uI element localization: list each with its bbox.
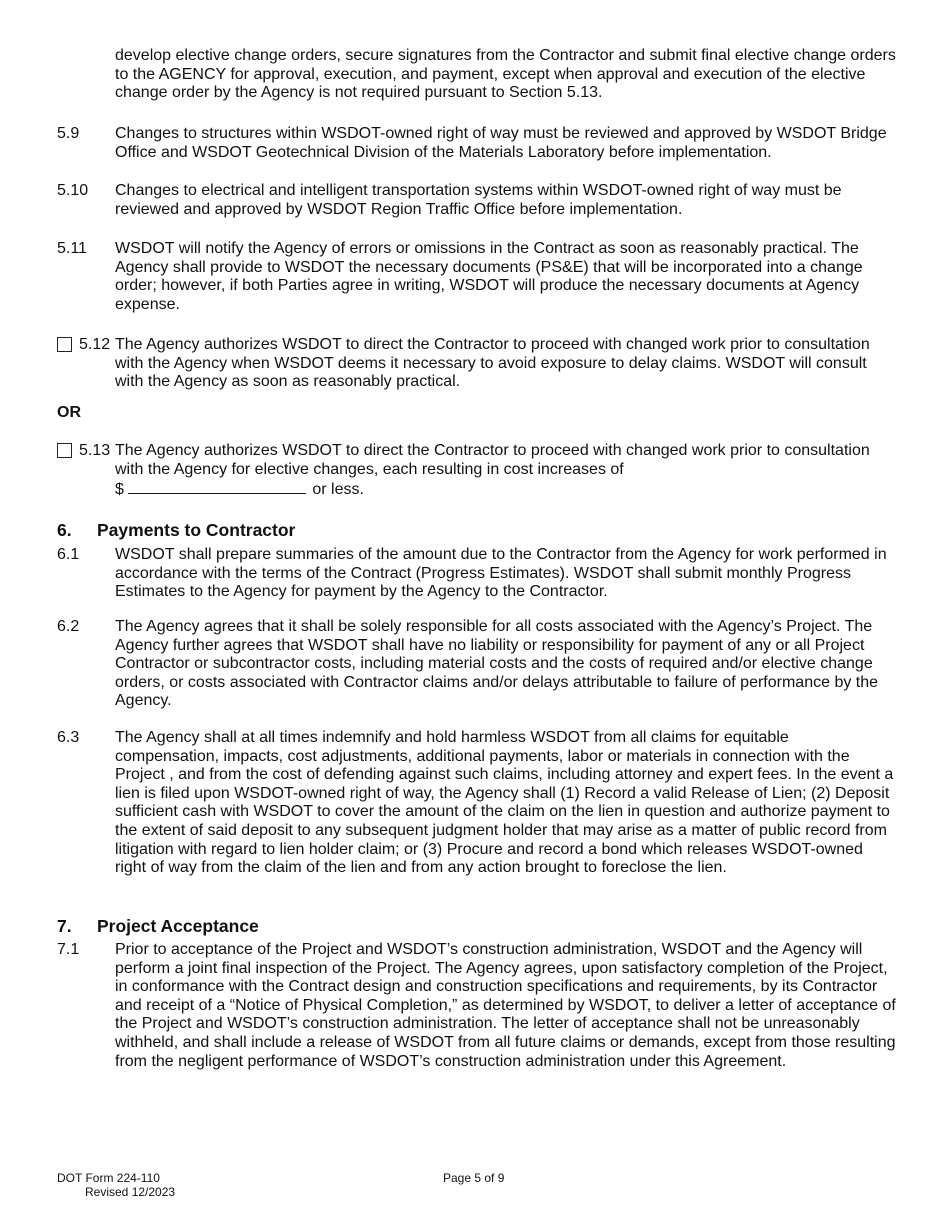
heading-title: Project Acceptance <box>97 916 259 936</box>
amount-suffix: or less. <box>312 481 364 499</box>
paragraph-text: WSDOT shall prepare summaries of the amount due to the Contractor from the Agency for work performed in accordance with the terms of the Contract (Progress Estimates). WSDOT shall submit monthly Progress Estimates to the Agency for payment by the Agency to the Contractor. <box>115 546 887 601</box>
dollar-sign: $ <box>115 481 124 499</box>
section-number: 5.10 <box>57 182 89 199</box>
paragraph-text: develop elective change orders, secure signatures from the Contractor and submit final elective change orders to the AGENCY for approval, execution, and payment, except when approval and execution of the elective change order by the Agency is not required pursuant to Section 5.13. <box>115 47 896 102</box>
paragraph-text: Changes to electrical and intelligent transportation systems within WSDOT-owned right of way must be reviewed and approved by WSDOT Region Traffic Office before implementation. <box>115 182 842 218</box>
paragraph-text: The Agency authorizes WSDOT to direct the Contractor to proceed with changed work prior to consultation with the Agency for elective changes, each resulting in cost increases of <box>115 442 870 478</box>
paragraph-5-9 <box>57 125 897 162</box>
paragraph-5-10 <box>57 182 897 219</box>
paragraph-text: The Agency agrees that it shall be solely responsible for all costs associated with the Agency’s Project. The Agency further agrees that WSDOT shall have no liability or responsibility for payment of any or all Project Contractor or subcontractor costs, including material costs and the costs of required and/or elective change orders, or costs associated with Contractor claims and/or delays attributable to failure of performance by the Agency. <box>115 618 879 710</box>
section-number: 6.2 <box>57 618 80 635</box>
section-7-heading <box>57 917 259 936</box>
heading-number: 7. <box>57 916 72 936</box>
or-label: OR <box>57 404 81 421</box>
paragraph-text: The Agency shall at all times indemnify and hold harmless WSDOT from all claims for equitable compensation, impacts, cost adjustments, additional payments, labor or materials in connection with the Project , and from the cost of defending against such claims, including attorney and expert fees. In the event a lien is filed upon WSDOT-owned right of way, the Agency shall (1) Record a valid Release of Lien; (2) Deposit sufficient cash with WSDOT to cover the amount of the claim on the lien in question and authorize payment to the extent of said deposit to any subsequent judgment holder that may arise as a matter of public record from litigation with regard to lien holder claim; or (3) Procure and record a bond which releases WSDOT-owned right of way from the claim of the lien and from any action brought to foreclose the lien. <box>115 729 894 877</box>
paragraph-5-12 <box>57 336 897 392</box>
paragraph-text: WSDOT will notify the Agency of errors or omissions in the Contract as soon as reasonably practical. The Agency shall provide to WSDOT the necessary documents (PS&E) that will be incorporated into a change order; however, if both Parties agree in writing, WSDOT will produce the necessary documents at Agency expense. <box>115 240 863 313</box>
heading-number: 6. <box>57 520 72 540</box>
option-5-13-checkbox[interactable] <box>57 443 72 458</box>
paragraph-text: The Agency authorizes WSDOT to direct the Contractor to proceed with changed work prior to consultation with the Agency when WSDOT deems it necessary to avoid exposure to delay claims. WSDOT will consult with the Agency as soon as reasonably practical. <box>115 336 870 391</box>
page-number: Page 5 of 9 <box>443 1171 505 1185</box>
section-6-heading <box>57 521 295 540</box>
paragraph-7-1 <box>57 941 897 1071</box>
paragraph-6-3 <box>57 729 897 878</box>
heading-title: Payments to Contractor <box>97 520 296 540</box>
section-number: 5.13 <box>79 442 111 459</box>
section-number: 5.11 <box>57 240 87 257</box>
section-number: 6.1 <box>57 546 80 563</box>
section-number: 7.1 <box>57 941 80 958</box>
section-number: 6.3 <box>57 729 80 746</box>
paragraph-text: Prior to acceptance of the Project and WSDOT’s construction administration, WSDOT and the Agency will perform a joint final inspection of the Project. The Agency agrees, upon satisfactory completion of the Project, in conformance with the Contract design and construction specifications and requirements, by its Contractor and receipt of a “Notice of Physical Completion,” as determined by WSDOT, to deliver a letter of acceptance of the Project and WSDOT’s construction administration. The letter of acceptance shall not be unreasonably withheld, and shall include a release of WSDOT from all future claims or demands, except from those resulting from the negligent performance of WSDOT’s construction administration under this Agreement. <box>115 941 896 1070</box>
form-number: DOT Form 224-110 <box>57 1171 160 1185</box>
paragraph-5-11 <box>57 240 897 314</box>
paragraph-5-13 <box>57 442 897 500</box>
paragraph-text: Changes to structures within WSDOT-owned right of way must be reviewed and approved by WSDOT Bridge Office and WSDOT Geotechnical Division of the Materials Laboratory before implementation. <box>115 125 887 161</box>
section-number: 5.9 <box>57 125 80 142</box>
paragraph-6-1 <box>57 546 897 602</box>
paragraph-continuation <box>57 47 897 103</box>
revision-date: Revised 12/2023 <box>85 1185 176 1199</box>
option-5-12-checkbox[interactable] <box>57 337 72 352</box>
amount-blank-field[interactable] <box>128 479 306 494</box>
section-number: 5.12 <box>79 336 111 353</box>
footer-form-info <box>57 1171 175 1199</box>
paragraph-6-2 <box>57 618 897 711</box>
